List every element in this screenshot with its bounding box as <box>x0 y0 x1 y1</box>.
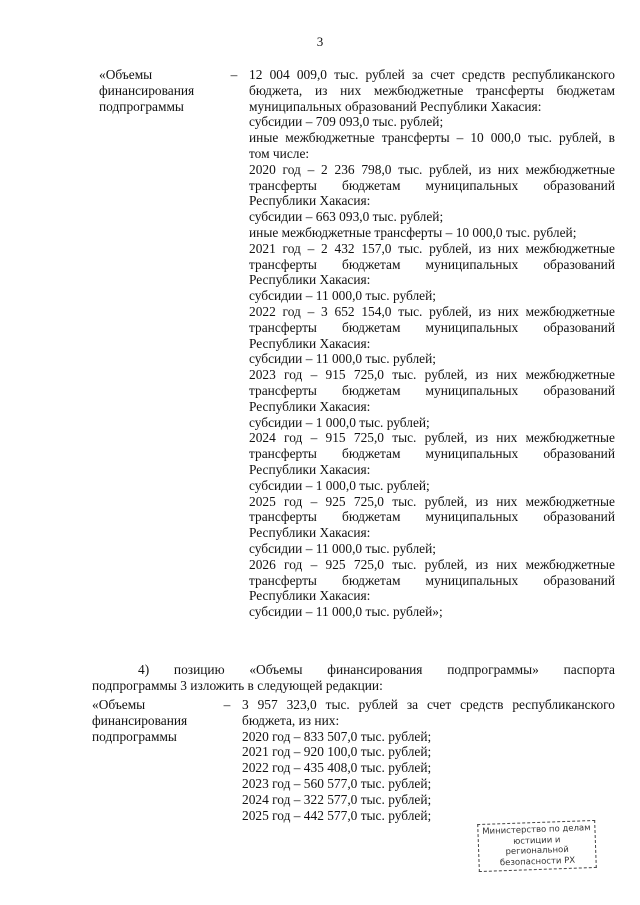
content-line: 2023 год – 915 725,0 тыс. рублей, из них межбюджетные <box>249 367 615 383</box>
content-line: 2020 год – 2 236 798,0 тыс. рублей, из них межбюджетные <box>249 161 615 177</box>
stamp-line: Министерство по делам <box>482 823 591 837</box>
content-line: трансферты бюджетам муниципальных образований <box>249 509 615 525</box>
content-line: Республики Хакасия: <box>249 193 371 209</box>
funding-row-2 <box>92 697 615 823</box>
content-line: трансферты бюджетам муниципальных образований <box>249 382 615 398</box>
content-line: 2021 год – 920 100,0 тыс. рублей; <box>242 744 432 760</box>
dash-1: – <box>230 67 238 82</box>
page-number: 3 <box>316 34 324 49</box>
content-line: субсидии – 663 093,0 тыс. рублей; <box>249 209 444 225</box>
content-line: трансферты бюджетам муниципальных образований <box>249 319 615 335</box>
funding-label-1: «Объемы финансирования подпрограммы <box>99 67 195 114</box>
content-line: иные межбюджетные трансферты – 10 000,0 тыс. рублей; <box>249 224 577 240</box>
amendment-line-2: подпрограммы 3 изложить в следующей редакции: <box>92 677 383 693</box>
content-line: 2023 год – 560 577,0 тыс. рублей; <box>242 775 432 791</box>
content-line: Республики Хакасия: <box>249 461 371 477</box>
funding-label-2: «Объемы финансирования подпрограммы <box>92 697 188 744</box>
stamp-line: безопасности РХ <box>499 855 576 868</box>
content-line: Республики Хакасия: <box>249 588 371 604</box>
content-line: 2024 год – 915 725,0 тыс. рублей, из них межбюджетные <box>249 430 615 446</box>
funding-section-1 <box>99 67 615 620</box>
content-line: трансферты бюджетам муниципальных образований <box>249 177 615 193</box>
content-line: субсидии – 1 000,0 тыс. рублей; <box>249 477 430 493</box>
funding-content-1 <box>249 67 615 620</box>
content-line: том числе: <box>249 145 310 161</box>
content-line: бюджета, из них: <box>242 712 340 728</box>
funding-row-1 <box>99 67 615 620</box>
content-line: 2021 год – 2 432 157,0 тыс. рублей, из них межбюджетные <box>249 240 615 256</box>
content-line: муниципальных образований Республики Хакасия: <box>249 98 542 114</box>
content-line: субсидии – 11 000,0 тыс. рублей; <box>249 288 436 304</box>
registration-stamp <box>477 820 597 872</box>
content-line: Республики Хакасия: <box>249 272 371 288</box>
amendment-paragraph <box>92 662 615 694</box>
content-line: трансферты бюджетам муниципальных образований <box>249 572 615 588</box>
content-line: 2025 год – 925 725,0 тыс. рублей, из них межбюджетные <box>249 493 615 509</box>
content-line: субсидии – 1 000,0 тыс. рублей; <box>249 414 430 430</box>
content-line: Республики Хакасия: <box>249 398 371 414</box>
content-line: субсидии – 11 000,0 тыс. рублей»; <box>249 604 443 620</box>
content-line: бюджета, из них межбюджетные трансферты бюджетам <box>249 82 615 98</box>
content-line: трансферты бюджетам муниципальных образований <box>249 446 615 462</box>
content-line: Республики Хакасия: <box>249 335 371 351</box>
content-line: 2024 год – 322 577,0 тыс. рублей; <box>242 791 432 807</box>
content-line: субсидии – 709 093,0 тыс. рублей; <box>249 114 444 130</box>
content-line: Республики Хакасия: <box>249 525 371 541</box>
funding-section-2 <box>92 697 615 823</box>
amendment-line-1: 4) позицию «Объемы финансирования подпрограммы» паспорта <box>138 662 615 677</box>
dash-2: – <box>223 697 231 712</box>
content-line: субсидии – 11 000,0 тыс. рублей; <box>249 540 436 556</box>
content-line: 2022 год – 3 652 154,0 тыс. рублей, из них межбюджетные <box>249 303 615 319</box>
content-line: иные межбюджетные трансферты – 10 000,0 тыс. рублей, в <box>249 130 615 146</box>
content-line: 2022 год – 435 408,0 тыс. рублей; <box>242 760 432 776</box>
content-line: 3 957 323,0 тыс. рублей за счет средств республиканского <box>242 697 615 712</box>
content-line: 2025 год – 442 577,0 тыс. рублей; <box>242 807 432 823</box>
content-line: 2026 год – 925 725,0 тыс. рублей, из них межбюджетные <box>249 556 615 572</box>
content-line: субсидии – 11 000,0 тыс. рублей; <box>249 351 436 367</box>
stamp-line: юстиции и региональной <box>505 834 569 858</box>
content-line: 2020 год – 833 507,0 тыс. рублей; <box>242 728 432 744</box>
content-line: трансферты бюджетам муниципальных образований <box>249 256 615 272</box>
content-line: 12 004 009,0 тыс. рублей за счет средств республиканского <box>249 67 615 82</box>
funding-content-2 <box>242 697 615 823</box>
